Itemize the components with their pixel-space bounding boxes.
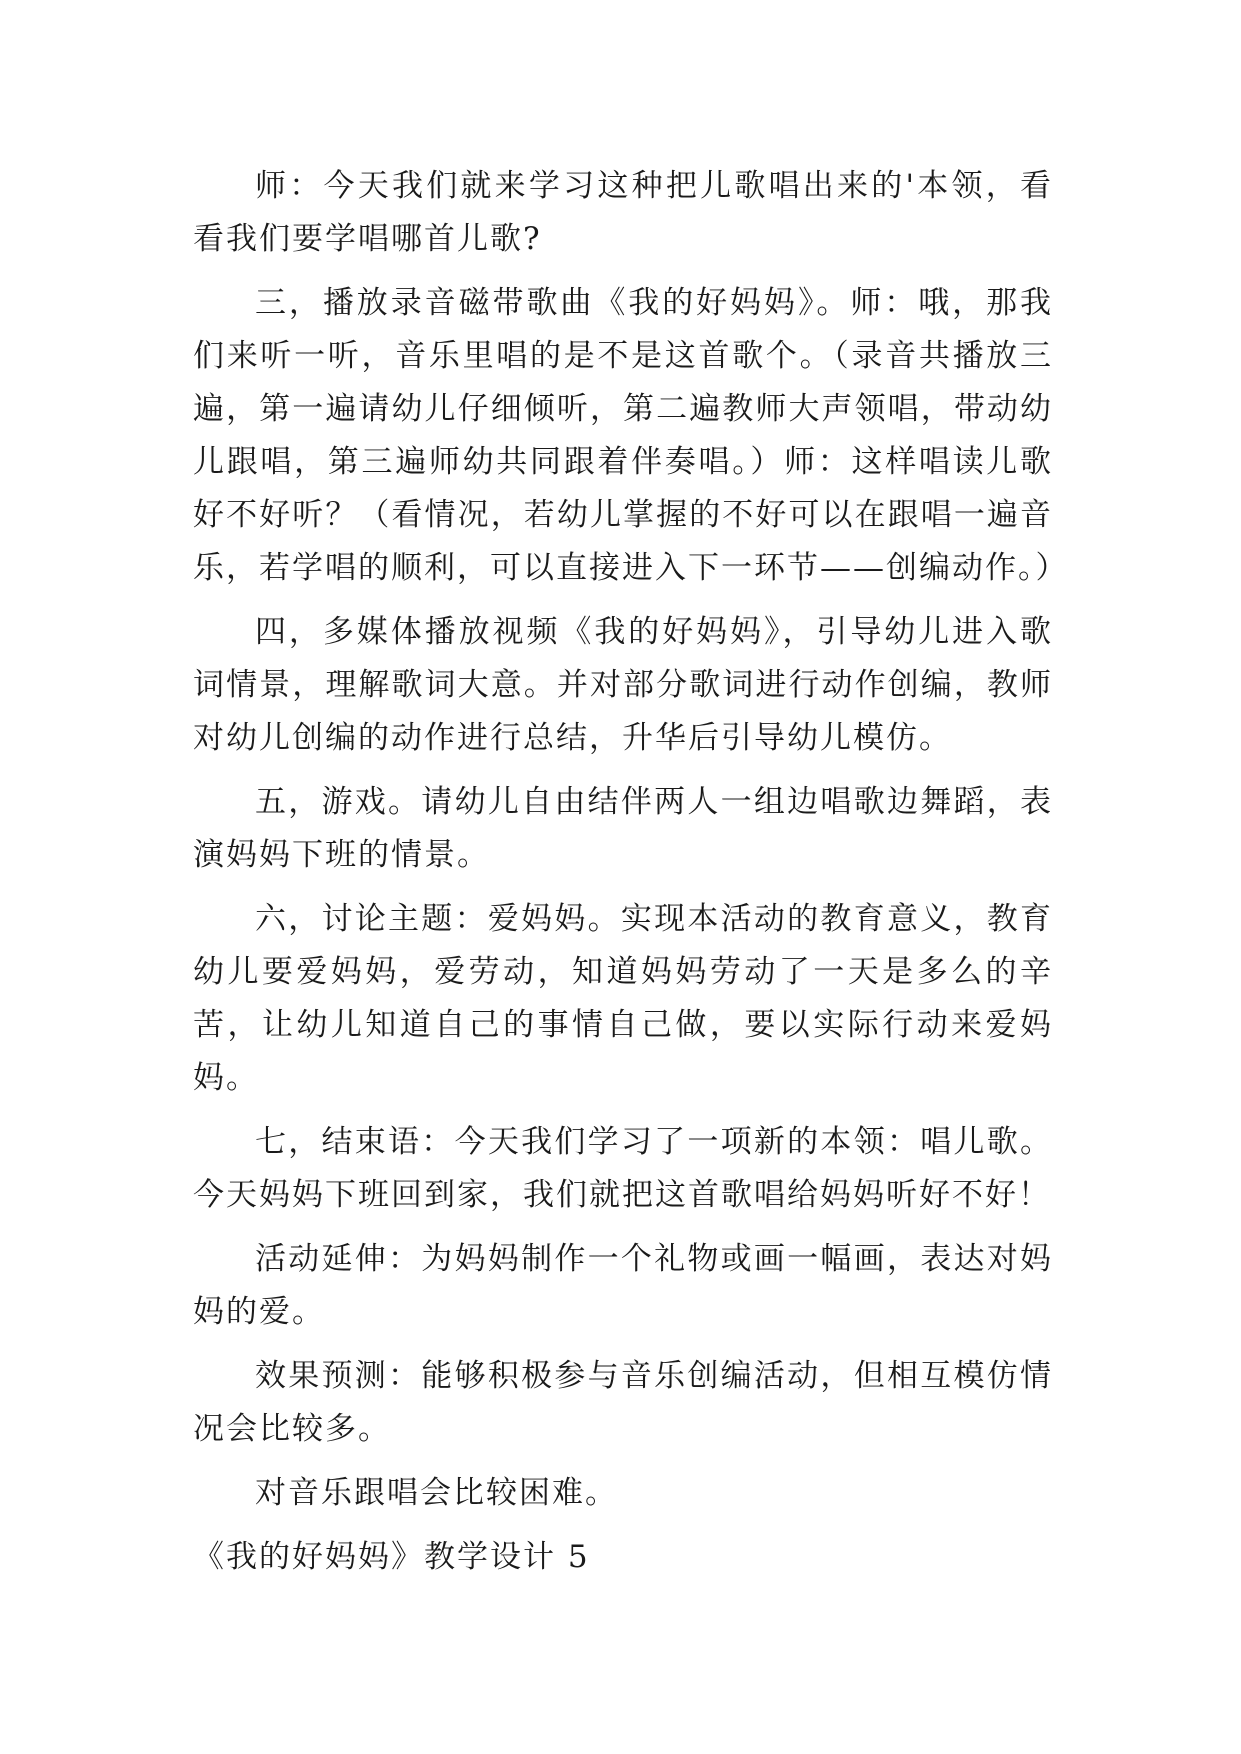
- section-heading: 《我的好妈妈》教学设计 5: [193, 1539, 590, 1575]
- paragraph-difficulty-note: 对音乐跟唱会比较困难。: [255, 1475, 618, 1511]
- paragraph-step-seven: 七，结束语：今天我们学习了一项新的本领：唱儿歌。今天妈妈下班回到家，我们就把这首歌唱给妈妈听好不好！: [193, 1124, 1053, 1213]
- paragraph-step-five: 五，游戏。请幼儿自由结伴两人一组边唱歌边舞蹈，表演妈妈下班的情景。: [193, 784, 1053, 873]
- paragraph-step-six: 六，讨论主题：爱妈妈。实现本活动的教育意义，教育幼儿要爱妈妈，爱劳动，知道妈妈劳动了一天是多么的辛苦，让幼儿知道自己的事情自己做，要以实际行动来爱妈妈。: [193, 901, 1053, 1096]
- paragraph-effect-prediction: 效果预测：能够积极参与音乐创编活动，但相互模仿情况会比较多。: [193, 1358, 1053, 1447]
- paragraph-teacher-intro: 师：今天我们就来学习这种把儿歌唱出来的'本领，看看我们要学唱哪首儿歌?: [193, 168, 1053, 257]
- document-body: [193, 160, 1069, 1584]
- paragraph-step-three: 三，播放录音磁带歌曲《我的好妈妈》。师：哦，那我们来听一听，音乐里唱的是不是这首歌个。（录音共播放三遍，第一遍请幼儿仔细倾听，第二遍教师大声领唱，带动幼儿跟唱，第三遍师幼共同跟着伴奏唱。）师：这样唱读儿歌好不好听？（看情况，若幼儿掌握的不好可以在跟唱一遍音乐，若学唱的顺利，可以直接进入下一环节——创编动作。）: [193, 285, 1069, 586]
- paragraph-step-four: 四，多媒体播放视频《我的好妈妈》，引导幼儿进入歌词情景，理解歌词大意。并对部分歌词进行动作创编，教师对幼儿创编的动作进行总结，升华后引导幼儿模仿。: [193, 614, 1053, 756]
- paragraph-activity-extension: 活动延伸：为妈妈制作一个礼物或画一幅画，表达对妈妈的爱。: [193, 1241, 1053, 1330]
